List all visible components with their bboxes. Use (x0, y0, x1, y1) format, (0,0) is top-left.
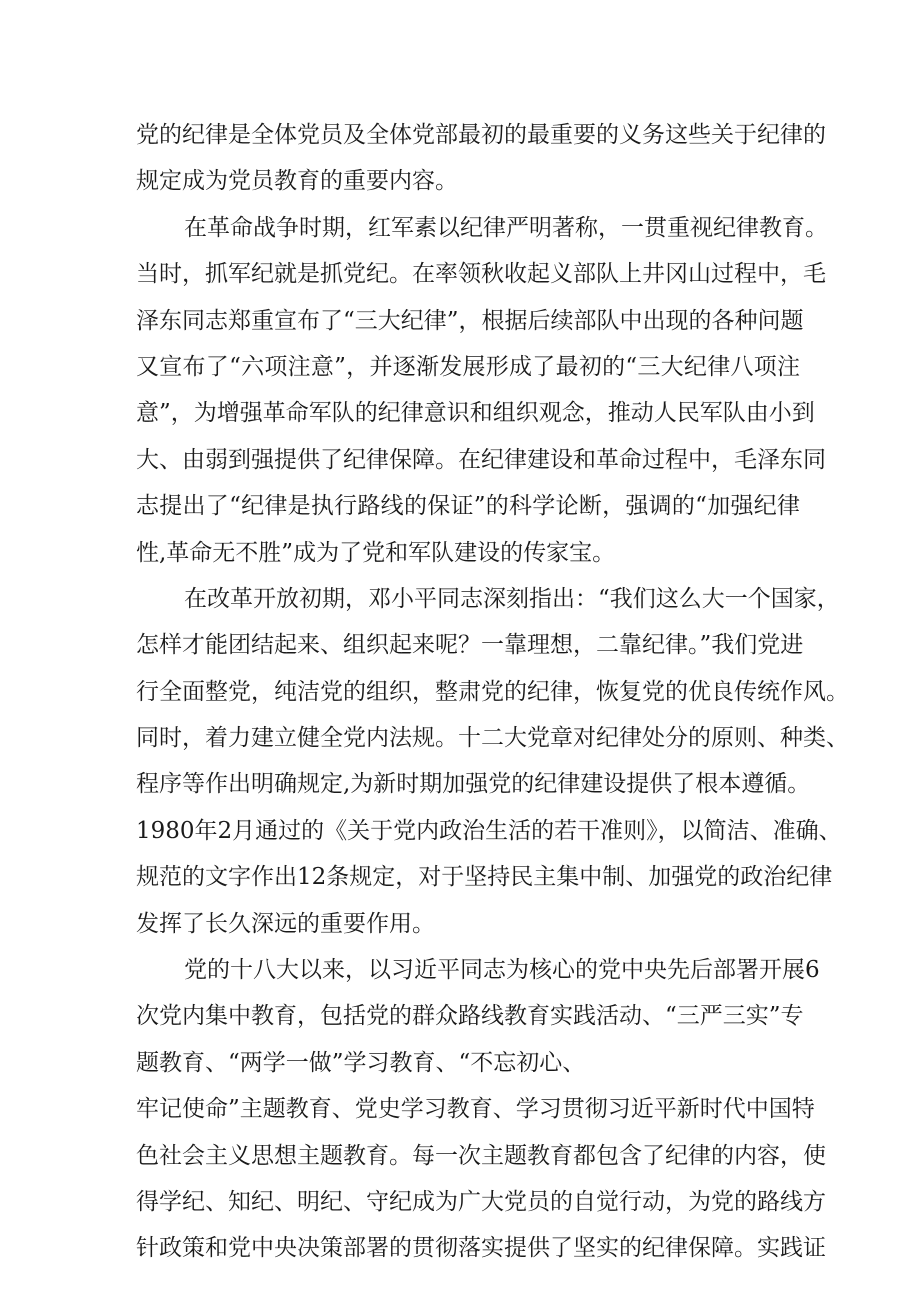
text-line: 泽东同志郑重宣布了“三大纪律”，根据后续部队中出现的各种问题 (136, 307, 804, 334)
text-line: 大、由弱到强提供了纪律保障。在纪律建设和革命过程中，毛泽东同 (136, 446, 826, 473)
text-line: 次党内集中教育，包括党的群众路线教育实践活动、“三严三实”专 (136, 1003, 804, 1030)
paragraph-4 (136, 947, 826, 1272)
text-line: 题教育、“两学一做”学习教育、“不忘初心、 (136, 1049, 586, 1076)
text-line: 当时，抓军纪就是抓党纪。在率领秋收起义部队上井冈山过程中，毛 (136, 261, 826, 288)
text-line: 性,革命无不胜”成为了党和军队建设的传家宝。 (136, 539, 616, 566)
text-line: 1980年2月通过的《关于党内政治生活的若干准则》，以简洁、准确、 (136, 817, 842, 844)
text-line: 同时，着力建立健全党内法规。十二大党章对纪律处分的原则、种类、 (136, 725, 849, 752)
text-line: 程序等作出明确规定,为新时期加强党的纪律建设提供了根本遵循。 (136, 771, 811, 798)
paragraph-2 (136, 205, 828, 576)
text-line: 意”，为增强革命军队的纪律意识和组织观念，推动人民军队由小到 (136, 400, 815, 427)
text-line: 在改革开放初期，邓小平同志深刻指出：“我们这么大一个国家， (184, 585, 840, 612)
paragraph-1 (136, 112, 826, 205)
text-line: 在革命战争时期，红军素以纪律严明著称，一贯重视纪律教育。 (184, 214, 828, 241)
text-line: 行全面整党，纯洁党的组织，整肃党的纪律，恢复党的优良传统作风。 (136, 678, 849, 705)
text-line: 规范的文字作出12条规定，对于坚持民主集中制、加强党的政治纪律 (136, 864, 833, 891)
text-line: 牢记使命”主题教育、党史学习教育、学习贯彻习近平新时代中国特 (136, 1096, 815, 1123)
text-line: 色社会主义思想主题教育。每一次主题教育都包含了纪律的内容，使 (136, 1142, 826, 1169)
text-line: 针政策和党中央决策部署的贯彻落实提供了坚实的纪律保障。实践证 (136, 1235, 826, 1262)
text-line: 得学纪、知纪、明纪、守纪成为广大党员的自觉行动，为党的路线方 (136, 1188, 826, 1215)
text-line: 党的纪律是全体党员及全体党部最初的最重要的义务这些关于纪律的 (136, 122, 826, 148)
document-body (136, 112, 849, 1272)
text-line: 志提出了“纪律是执行路线的保证”的科学论断，强调的“加强纪律 (136, 493, 800, 520)
text-line: 发挥了长久深远的重要作用。 (136, 910, 435, 937)
text-line: 怎样才能团结起来、组织起来呢？一靠理想，二靠纪律。”我们党进 (136, 632, 804, 659)
text-line: 规定成为党员教育的重要内容。 (136, 168, 458, 195)
text-line: 又宣布了“六项注意”，并逐渐发展形成了最初的“三大纪律八项注 (136, 353, 800, 380)
text-line: 党的十八大以来，以习近平同志为核心的党中央先后部署开展6 (184, 957, 820, 984)
paragraph-3 (136, 576, 849, 947)
